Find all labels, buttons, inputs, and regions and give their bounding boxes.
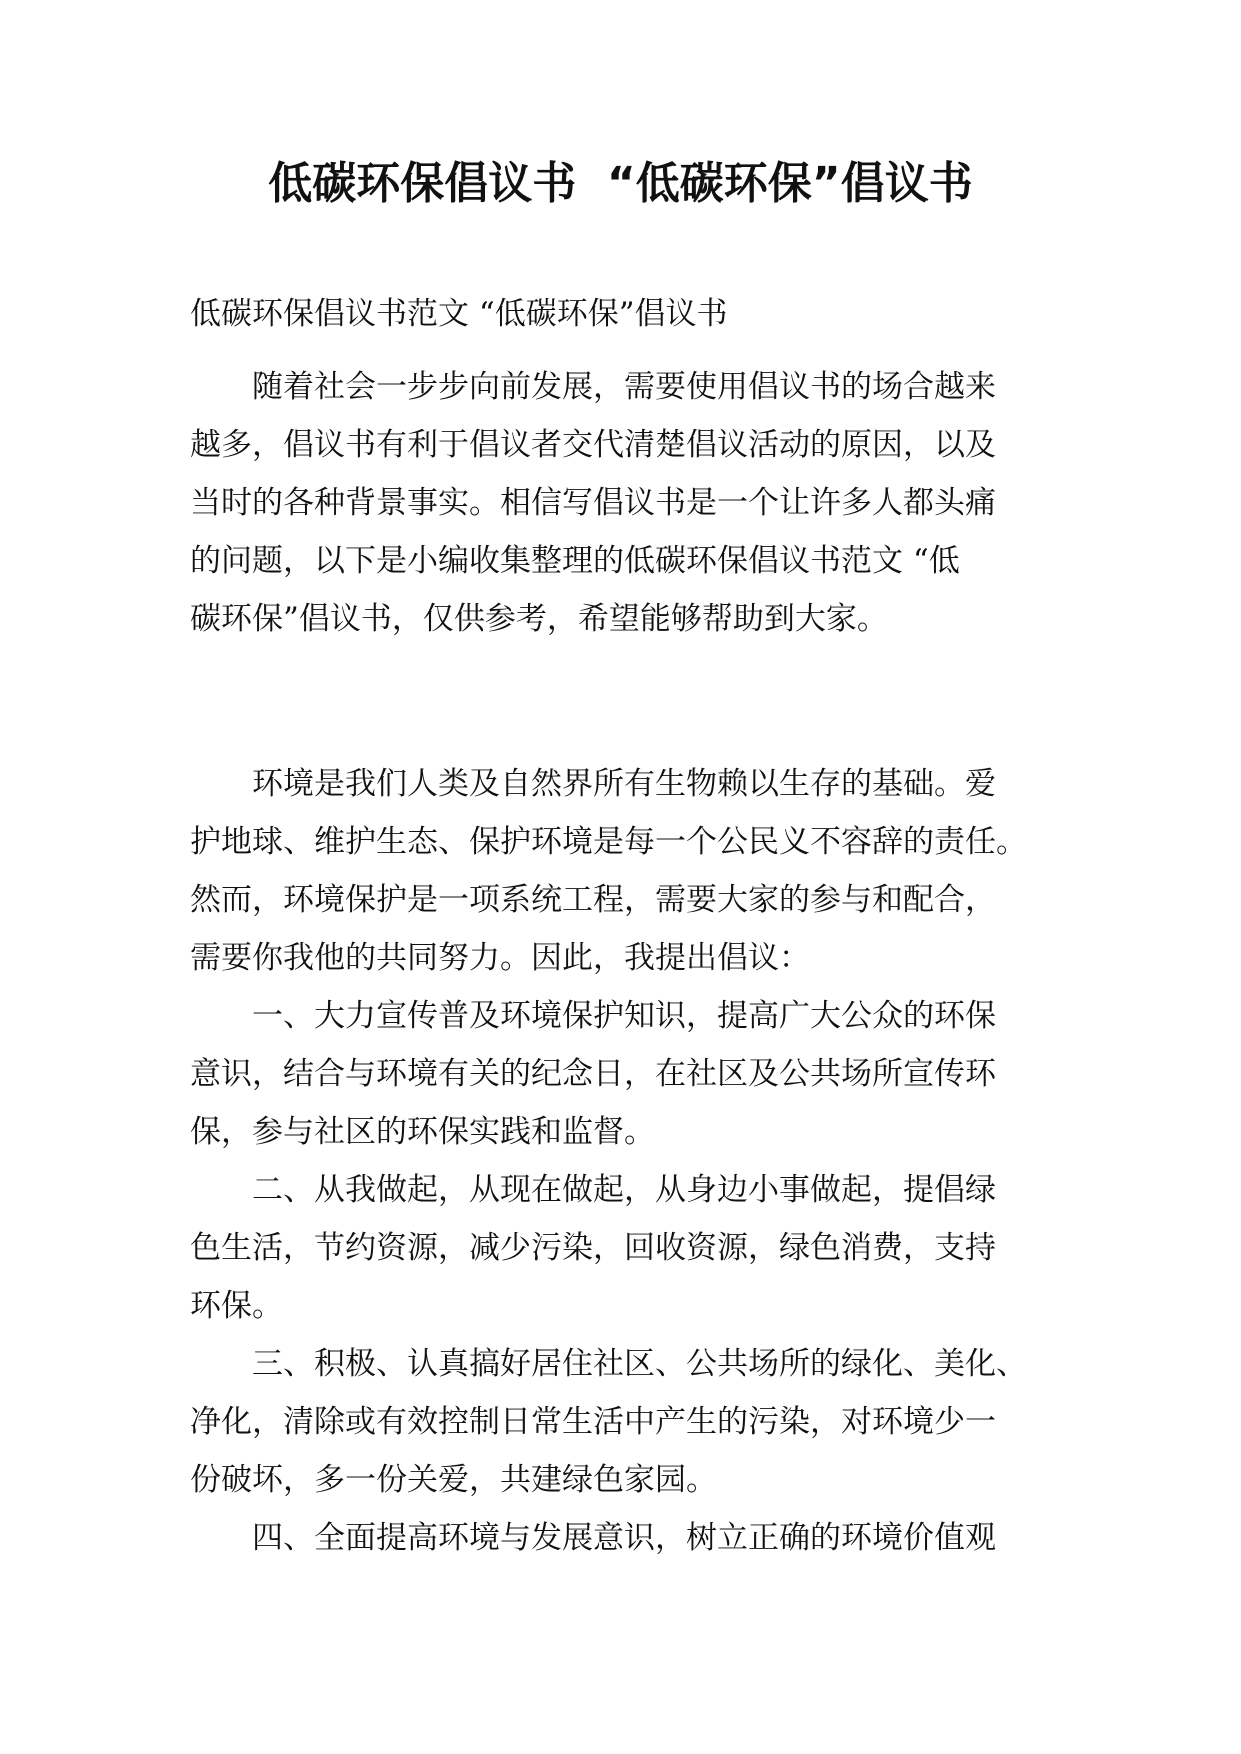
text-line: 净化，清除或有效控制日常生活中产生的污染，对环境少一 <box>190 1404 996 1440</box>
text-line: 护地球、维护生态、保护环境是每一个公民义不容辞的责任。 <box>190 824 1027 860</box>
text-line: 环境是我们人类及自然界所有生物赖以生存的基础。爱 <box>190 766 996 802</box>
text-line: 需要你我他的共同努力。因此，我提出倡议： <box>190 940 810 976</box>
text-line: 环保。 <box>190 1288 283 1324</box>
intro-paragraph <box>190 358 1060 648</box>
text-line: 份破坏，多一份关爱，共建绿色家园。 <box>190 1462 717 1498</box>
text-line: 意识，结合与环境有关的纪念日，在社区及公共场所宣传环 <box>190 1056 996 1092</box>
text-line: 四、全面提高环境与发展意识，树立正确的环境价值观 <box>190 1520 996 1556</box>
text-line: 的问题，以下是小编收集整理的低碳环保倡议书范文 “低 <box>190 543 960 579</box>
text-line: 随着社会一步步向前发展，需要使用倡议书的场合越来 <box>190 369 996 405</box>
text-line: 当时的各种背景事实。相信写倡议书是一个让许多人都头痛 <box>190 485 996 521</box>
text-line: 然而，环境保护是一项系统工程，需要大家的参与和配合， <box>190 882 996 918</box>
document-title: 低碳环保倡议书 “低碳环保”倡议书 <box>268 158 973 209</box>
text-line: 保，参与社区的环保实践和监督。 <box>190 1114 655 1150</box>
text-line: 碳环保”倡议书，仅供参考，希望能够帮助到大家。 <box>190 601 888 637</box>
text-line: 二、从我做起，从现在做起，从身边小事做起，提倡绿 <box>190 1172 996 1208</box>
document-subtitle: 低碳环保倡议书范文 “低碳环保”倡议书 <box>190 296 728 332</box>
body-text <box>190 755 1060 1567</box>
text-line: 色生活，节约资源，减少污染，回收资源，绿色消费，支持 <box>190 1230 996 1266</box>
text-line: 越多，倡议书有利于倡议者交代清楚倡议活动的原因，以及 <box>190 427 996 463</box>
text-line: 一、大力宣传普及环境保护知识，提高广大公众的环保 <box>190 998 996 1034</box>
text-line: 三、积极、认真搞好居住社区、公共场所的绿化、美化、 <box>190 1346 1027 1382</box>
